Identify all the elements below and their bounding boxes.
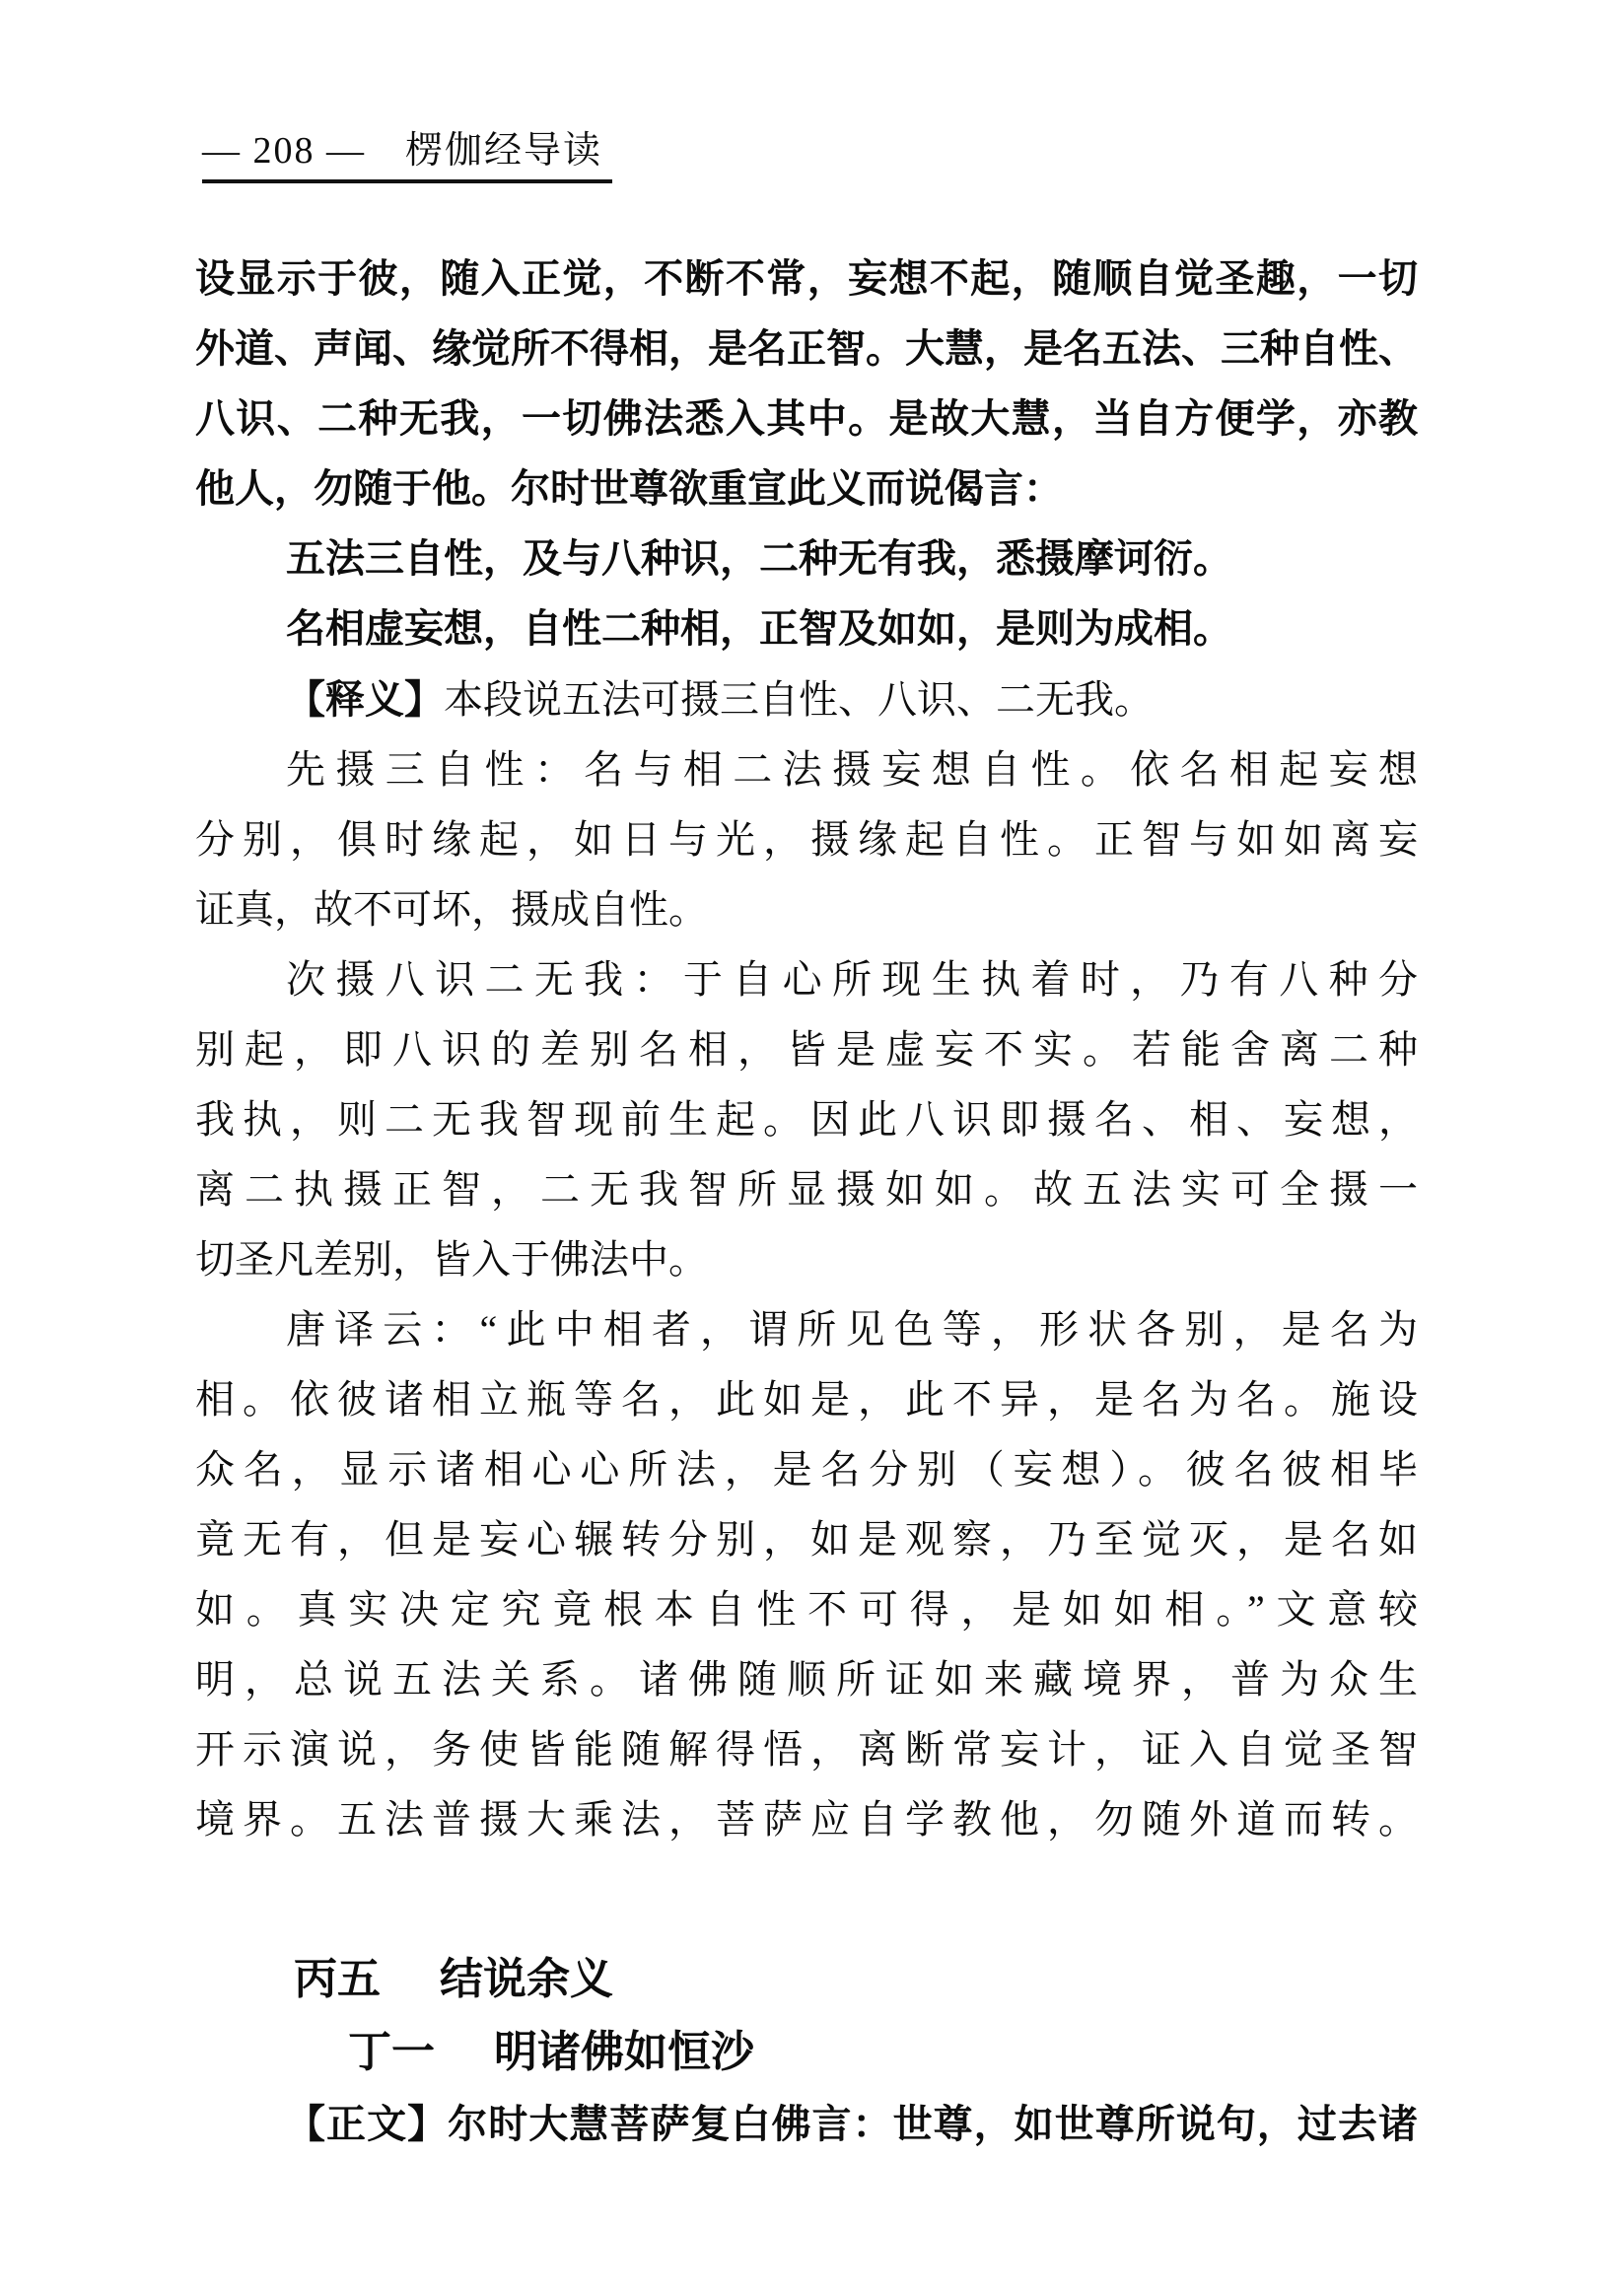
- section-heading-bingwu: [195, 1944, 1516, 2014]
- line-text: 本段说五法可摄三自性、八识、二无我。: [444, 677, 1154, 722]
- section-title: 明诸佛如恒沙: [494, 2028, 754, 2076]
- section-title: 结说余义: [440, 1955, 613, 2003]
- shiyi-marker: 【释义】: [286, 678, 444, 722]
- text-line: 别起，即八识的差别名相，皆是虚妄不实。若能舍离二种: [195, 1027, 1418, 1072]
- zhengwen-opening-line: [195, 2090, 1418, 2160]
- text-line: 八识、二种无我，一切佛法悉入其中。是故大慧，当自方便学，亦教: [195, 397, 1418, 441]
- text-line: 众名，显示诸相心心所法，是名分别（妄想）。彼名彼相毕: [195, 1447, 1418, 1492]
- text-line: 竟无有，但是妄心辗转分别，如是观察，乃至觉灭，是名如: [195, 1517, 1418, 1562]
- text-line: 相。依彼诸相立瓶等名，此如是，此不异，是名为名。施设: [195, 1377, 1418, 1422]
- text-line: 证真，故不可坏，摄成自性。: [195, 887, 708, 932]
- text-line: 设显示于彼，随入正觉，不断不常，妄想不起，随顺自觉圣趣，一切: [195, 257, 1418, 301]
- text-line: 次摄八识二无我：于自心所现生执着时，乃有八种分: [286, 957, 1418, 1002]
- section-number: 丁一: [348, 2028, 435, 2076]
- section-heading-dingyi: [195, 2017, 1571, 2087]
- text-line: [195, 664, 1418, 734]
- text-line: 境界。五法普摄大乘法，菩萨应自学教他，勿随外道而转。: [195, 1797, 1418, 1842]
- text-line: 开示演说，务使皆能随解得悟，离断常妄计，证入自觉圣智: [195, 1727, 1418, 1772]
- zhengwen-text: 尔时大慧菩萨复白佛言：世尊，如世尊所说句，过去诸: [448, 2103, 1419, 2146]
- text-line: 唐译云：“此中相者，谓所见色等，形状各别，是名为: [286, 1307, 1418, 1352]
- text-line: 如。真实决定究竟根本自性不可得，是如如相。”文意较: [195, 1587, 1418, 1632]
- body-lines: [195, 244, 1418, 1854]
- text-line: 切圣凡差别，皆入于佛法中。: [195, 1237, 708, 1282]
- text-line: 五法三自性，及与八种识，二种无有我，悉摄摩诃衍。: [286, 537, 1232, 581]
- text-line: 我执，则二无我智现前生起。因此八识即摄名、相、妄想，: [195, 1097, 1418, 1142]
- text-line: 离二执摄正智，二无我智所显摄如如。故五法实可全摄一: [195, 1167, 1418, 1212]
- text-line: 外道、声闻、缘觉所不得相，是名正智。大慧，是名五法、三种自性、: [195, 327, 1418, 371]
- text-line: 先摄三自性：名与相二法摄妄想自性。依名相起妄想: [286, 747, 1418, 792]
- text-line: 他人，勿随于他。尔时世尊欲重宣此义而说偈言：: [195, 467, 1063, 511]
- running-head: — 208 — 楞伽经导读: [202, 126, 612, 183]
- section-number: 丙五: [294, 1955, 381, 2003]
- zhengwen-marker: 【正文】: [286, 2103, 449, 2146]
- text-line: 分别，俱时缘起，如日与光，摄缘起自性。正智与如如离妄: [195, 817, 1418, 862]
- text-line: 明，总说五法关系。诸佛随顺所证如来藏境界，普为众生: [195, 1657, 1418, 1702]
- text-line: 名相虚妄想，自性二种相，正智及如如，是则为成相。: [286, 607, 1232, 651]
